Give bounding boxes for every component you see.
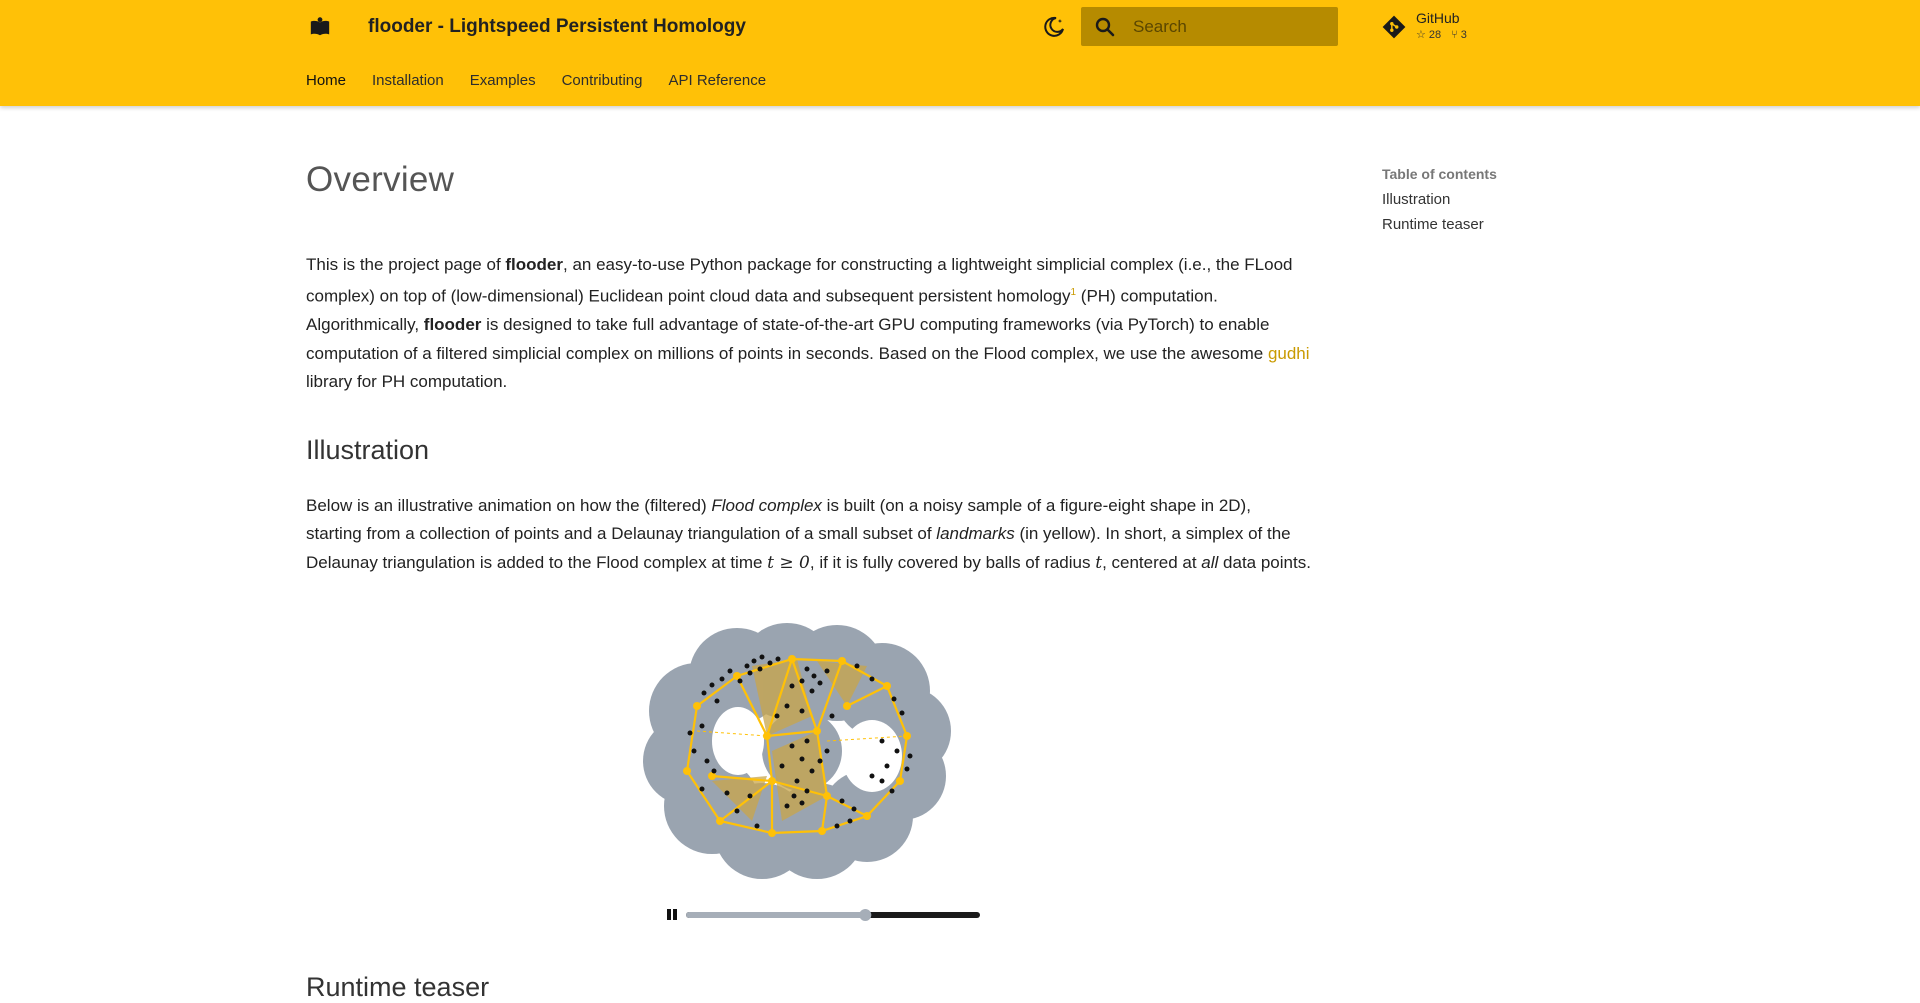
- illus-text-3: (in yellow). In short, a simplex of the Delaunay triangulation is added to the Flood complex at time: [306, 524, 1291, 572]
- illustration-paragraph: [306, 492, 1311, 577]
- intro-paragraph: [306, 251, 1311, 396]
- runtime-teaser-heading: Runtime teaser: [306, 972, 490, 1002]
- star-icon: ☆: [1416, 29, 1426, 41]
- illus-italic-all: all: [1201, 552, 1219, 572]
- repo-name: GitHub: [1416, 10, 1460, 26]
- illus-italic-landmarks: landmarks: [936, 524, 1015, 544]
- illus-text-6: data points.: [1218, 552, 1311, 572]
- animation-player: [660, 905, 980, 925]
- pause-icon[interactable]: [667, 909, 677, 920]
- toc-title: Table of contents: [1382, 166, 1497, 182]
- illus-text-4: , if it is fully covered by balls of radius: [809, 552, 1096, 572]
- tab-contributing[interactable]: Contributing: [561, 72, 643, 89]
- logo-book-icon[interactable]: [306, 13, 334, 41]
- intro-text-2: , an easy-to-use Python package for constructing a lightweight simplicial complex (i.e., the FLood complex) on top of (low-dimensional) Euclidean point cloud data and subsequent persistent homology: [306, 255, 1293, 306]
- fork-icon: ⑂: [1451, 28, 1458, 41]
- illus-text-5: , centered at: [1102, 552, 1202, 572]
- tab-api-reference[interactable]: API Reference: [668, 72, 767, 89]
- search-box[interactable]: [1081, 7, 1338, 46]
- gudhi-link[interactable]: gudhi: [1267, 343, 1310, 363]
- player-controls: [660, 905, 980, 925]
- flood-complex-animation: [642, 621, 962, 921]
- toc-item-illustration[interactable]: Illustration: [1382, 191, 1451, 208]
- tab-installation[interactable]: Installation: [372, 72, 444, 89]
- illus-text-1: Below is an illustrative animation on how the (filtered): [306, 496, 712, 515]
- top-header: [0, 0, 1920, 106]
- git-icon: [1381, 14, 1407, 40]
- search-icon[interactable]: [1093, 15, 1117, 39]
- page-title: Overview: [306, 160, 455, 199]
- toc-item-runtime-teaser[interactable]: Runtime teaser: [1382, 216, 1484, 233]
- math-t: t: [1095, 552, 1103, 573]
- search-input[interactable]: [1131, 16, 1325, 38]
- intro-text-4: is designed to take full advantage of state-of-the-art GPU computing frameworks (via PyTorch) to enable computation of a filtered simplicial complex on millions of points in seconds. Based on the Flood complex, we use the awesome: [306, 315, 1270, 363]
- intro-text-5: library for PH computation.: [306, 371, 508, 391]
- site-title[interactable]: flooder - Lightspeed Persistent Homology: [368, 16, 746, 37]
- nav-tabs: [306, 71, 792, 91]
- github-repo-link[interactable]: [1381, 10, 1467, 46]
- illus-text-2: is built (on a noisy sample of a figure-eight shape in 2D), starting from a collection of points and a Delaunay triangulation of a small subset of: [306, 496, 1251, 544]
- footnote-link[interactable]: 1: [1070, 287, 1077, 299]
- tab-examples[interactable]: Examples: [469, 72, 536, 89]
- math-t-geq-0: t ≥ 0: [767, 552, 810, 573]
- timeline-handle[interactable]: [859, 909, 871, 921]
- tab-home[interactable]: Home: [306, 72, 347, 89]
- intro-text-3: (PH) computation. Algorithmically,: [306, 286, 1218, 335]
- illus-italic-flood: Flood complex: [711, 496, 822, 515]
- table-of-contents: [1382, 166, 1602, 241]
- intro-bold-flooder-2: flooder: [423, 315, 482, 335]
- illustration-heading: Illustration: [306, 435, 430, 465]
- timeline-progress: [686, 912, 865, 918]
- star-count: 28: [1428, 28, 1442, 41]
- intro-bold-flooder: flooder: [505, 255, 563, 274]
- theme-toggle-icon[interactable]: [1039, 12, 1069, 42]
- intro-text-1: This is the project page of: [306, 255, 506, 274]
- fork-count: 3: [1460, 28, 1467, 41]
